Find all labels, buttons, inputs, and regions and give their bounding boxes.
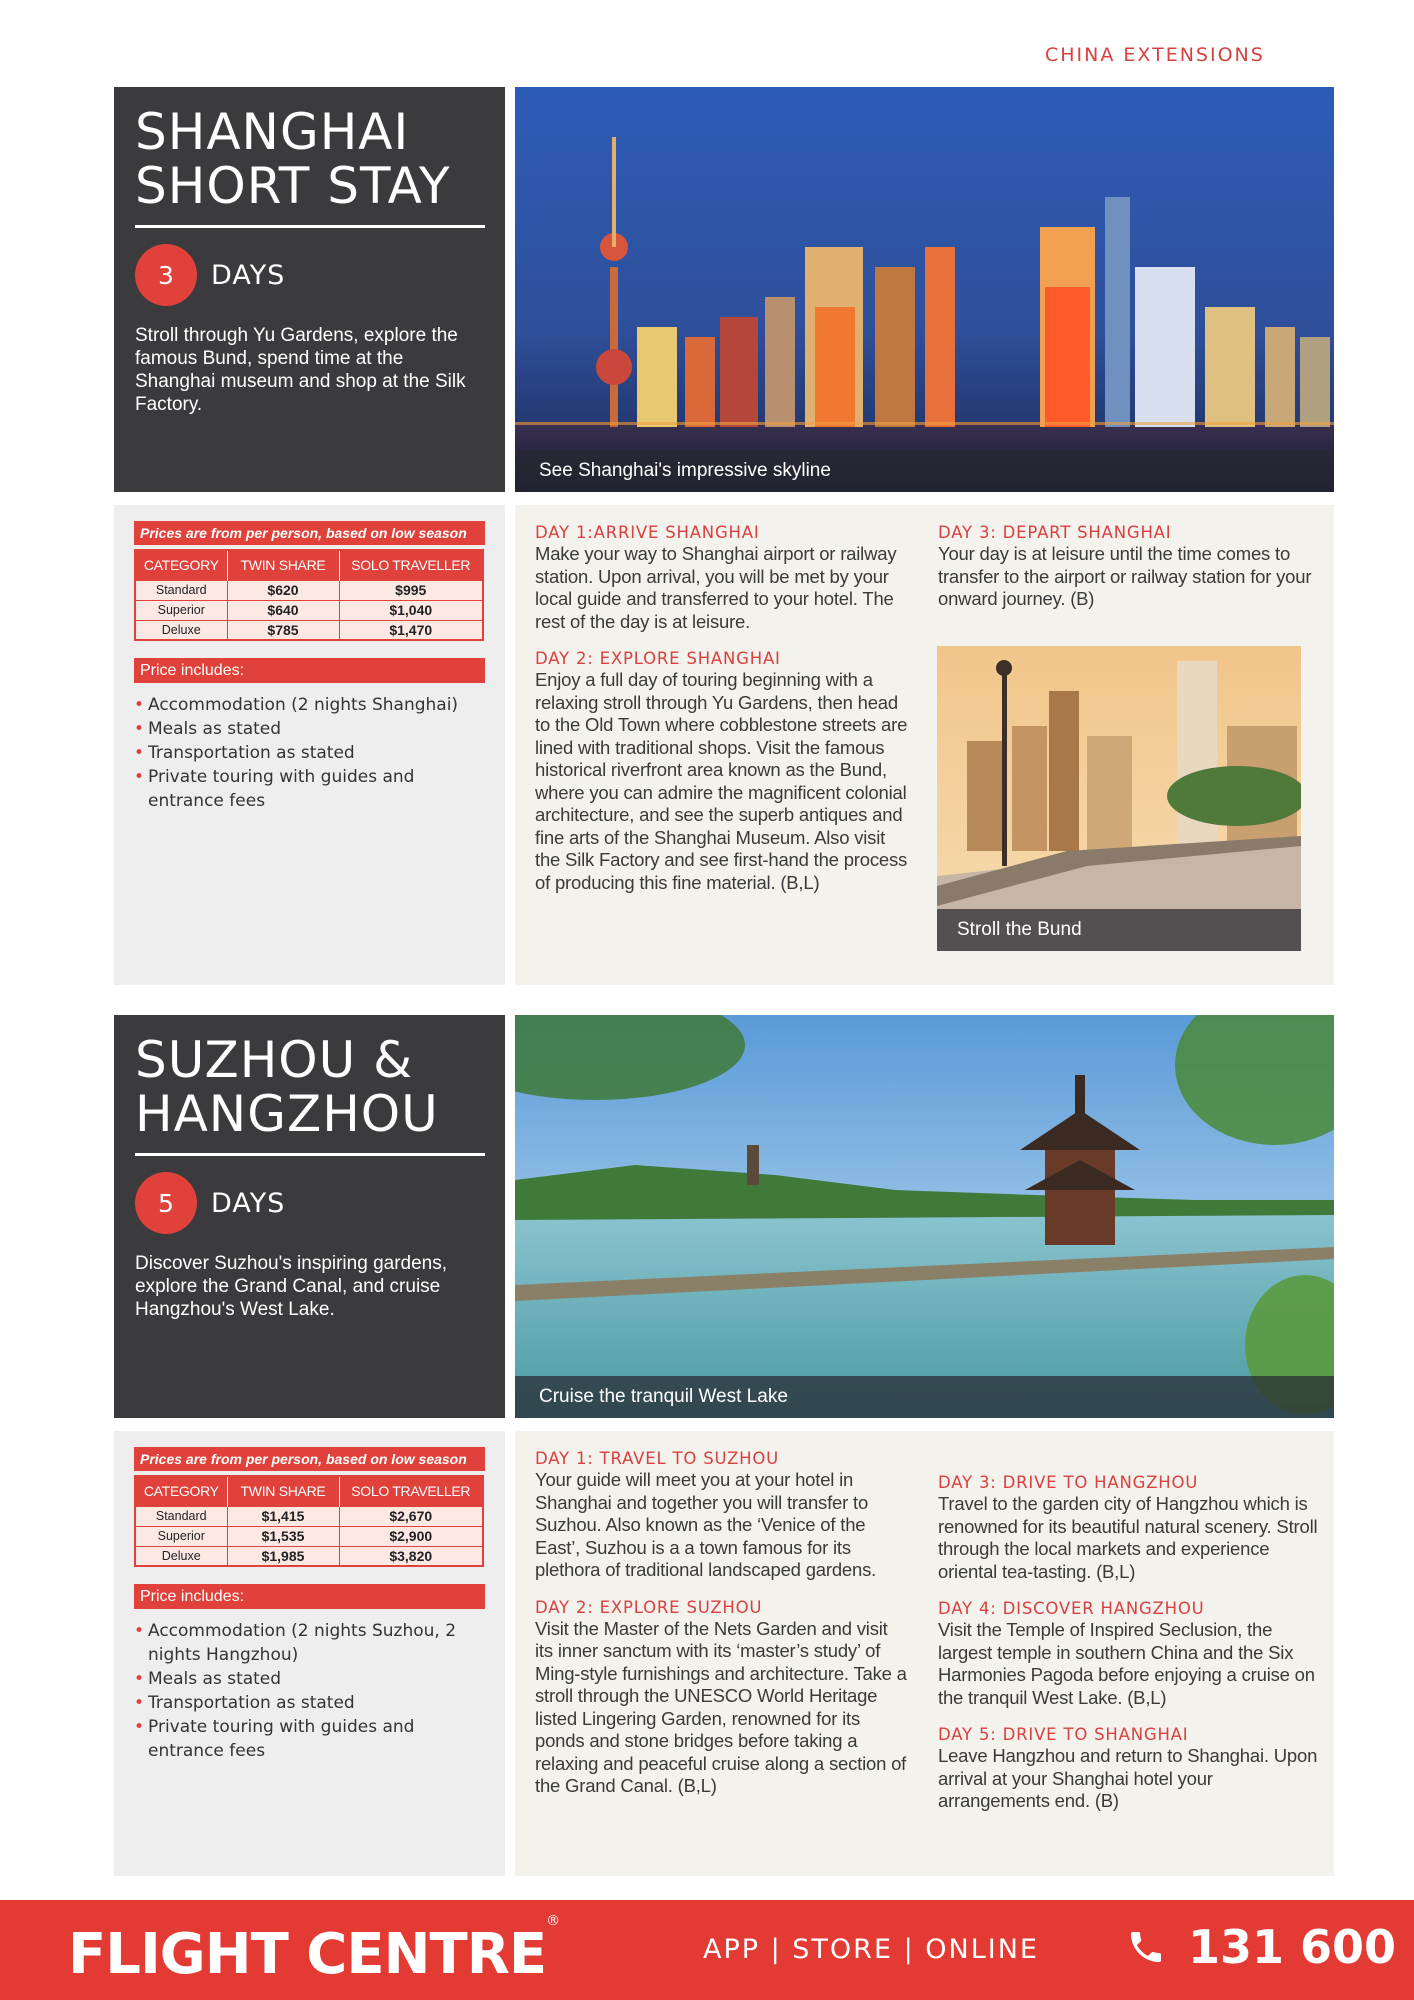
days-number: 5 (135, 1172, 197, 1234)
itinerary-column (535, 1449, 910, 1814)
list-item: • Private touring with guides and entrance fees (134, 1715, 485, 1763)
shanghai-skyline-photo (515, 87, 1334, 492)
day-title: DAY 5: DRIVE TO SHANGHAI (938, 1725, 1189, 1744)
pricing-panel (114, 1431, 505, 1876)
booking-channels: APP | STORE | ONLINE (703, 1934, 1039, 1965)
itinerary-column (535, 523, 910, 910)
list-item: • Accommodation (2 nights Shanghai) (134, 693, 485, 717)
table-row: Deluxe $785 $1,470 (135, 620, 483, 640)
price-header: Prices are from per person, based on low season (134, 1447, 485, 1471)
price-column-header: SOLO TRAVELLER (339, 550, 483, 580)
day-title: DAY 3: DEPART SHANGHAI (938, 523, 1172, 542)
itinerary-column (938, 523, 1318, 627)
list-item: • Meals as stated (134, 717, 485, 741)
duration (135, 1172, 485, 1234)
itinerary-panel (515, 505, 1334, 985)
list-item: • Private touring with guides and entrance fees (134, 765, 485, 813)
list-item: • Transportation as stated (134, 1691, 485, 1715)
itinerary-column (938, 1473, 1318, 1829)
list-item: • Meals as stated (134, 1667, 485, 1691)
tour-title: SUZHOU & HANGZHOU (135, 1033, 485, 1156)
pricing-panel (114, 505, 505, 985)
price-column-header: CATEGORY (135, 550, 227, 580)
day-text: Make your way to Shanghai airport or railway station. Upon arrival, you will be met by your local guide and transferred to your hotel. The rest of the day is at leisure. (535, 543, 897, 632)
includes-list (134, 1619, 485, 1763)
days-number: 3 (135, 244, 197, 306)
photo-caption: See Shanghai's impressive skyline (515, 450, 1334, 492)
west-lake-photo (515, 1015, 1334, 1418)
price-column-header: TWIN SHARE (227, 1476, 339, 1506)
includes-header: Price includes: (134, 658, 485, 683)
day-text: Your guide will meet you at your hotel in Shanghai and together you will transfer to Suzhou. Also known as the ‘Venice of the East’, Suzhou is a a town famous for its plethora of traditional landscaped gardens. (535, 1469, 877, 1580)
price-column-header: CATEGORY (135, 1476, 227, 1506)
price-table (134, 1475, 484, 1567)
table-row: Standard $620 $995 (135, 580, 483, 600)
price-column-header: SOLO TRAVELLER (339, 1476, 483, 1506)
price-table (134, 549, 484, 641)
includes-list (134, 693, 485, 813)
phone-number: 131 600 (1188, 1920, 1397, 1974)
price-column-header: TWIN SHARE (227, 550, 339, 580)
photo-caption: Stroll the Bund (937, 909, 1301, 951)
table-row: Superior $1,535 $2,900 (135, 1526, 483, 1546)
days-label: DAYS (211, 1187, 286, 1219)
list-item: • Accommodation (2 nights Suzhou, 2 nights Hangzhou) (134, 1619, 485, 1667)
tour-description: Discover Suzhou's inspiring gardens, explore the Grand Canal, and cruise Hangzhou's West Lake. (135, 1253, 448, 1320)
brand-logo[interactable]: FLIGHT CENTRE® (68, 1913, 560, 1987)
day-title: DAY 4: DISCOVER HANGZHOU (938, 1599, 1205, 1618)
day-title: DAY 1:ARRIVE SHANGHAI (535, 523, 760, 542)
phone-icon (1126, 1927, 1166, 1967)
bund-photo (937, 646, 1301, 951)
table-row: Superior $640 $1,040 (135, 600, 483, 620)
day-text: Leave Hangzhou and return to Shanghai. Upon arrival at your Shanghai hotel your arrangements end. (B) (938, 1745, 1318, 1811)
duration (135, 244, 485, 306)
tour-title: SHANGHAI SHORT STAY (135, 105, 485, 228)
itinerary-panel (515, 1431, 1334, 1876)
footer-bar (0, 1900, 1414, 2000)
day-title: DAY 2: EXPLORE SUZHOU (535, 1597, 763, 1617)
section-label: CHINA EXTENSIONS (1045, 44, 1265, 66)
tour-description: Stroll through Yu Gardens, explore the famous Bund, spend time at the Shanghai museum and shop at the Silk Factory. (135, 325, 466, 415)
day-title: DAY 1: TRAVEL TO SUZHOU (535, 1449, 780, 1468)
table-row: Standard $1,415 $2,670 (135, 1506, 483, 1526)
day-text: Travel to the garden city of Hangzhou which is renowned for its beautiful natural scenery. Stroll through the local markets and experience oriental tea-tasting. (B,L) (938, 1493, 1318, 1582)
table-row: Deluxe $1,985 $3,820 (135, 1546, 483, 1566)
phone-contact[interactable] (1126, 1920, 1396, 1974)
day-title: DAY 3: DRIVE TO HANGZHOU (938, 1473, 1199, 1492)
price-header: Prices are from per person, based on low season (134, 521, 485, 545)
day-title: DAY 2: EXPLORE SHANGHAI (535, 649, 781, 668)
day-text: Visit the Master of the Nets Garden and visit its inner sanctum with its ‘master’s study’ of Ming-style furnishings and architecture. Take a stroll through the UNESCO World Heritage listed Lingering Garden, renowned for its ponds and stone bridges before taking a relaxing and peaceful cruise along a section of the Grand Canal. (B,L) (535, 1617, 907, 1796)
list-item: • Transportation as stated (134, 741, 485, 765)
days-label: DAYS (211, 259, 286, 291)
day-text: Your day is at leisure until the time comes to transfer to the airport or railway station for your onward journey. (B) (938, 543, 1312, 609)
tour-title-box (114, 87, 505, 492)
includes-header: Price includes: (134, 1584, 485, 1609)
tour-title-box (114, 1015, 505, 1418)
photo-caption: Cruise the tranquil West Lake (515, 1376, 1334, 1418)
day-text: Enjoy a full day of touring beginning with a relaxing stroll through Yu Gardens, then head to the Old Town where cobblestone streets are lined with traditional shops. Visit the famous historical riverfront area known as the Bund, where you can admire the magnificent colonial architecture, and see the superb antiques and fine arts of the Shanghai Museum. Also visit the Silk Factory and see first-hand the process of producing this fine material. (B,L) (535, 669, 908, 893)
day-text: Visit the Temple of Inspired Seclusion, the largest temple in southern China and the Six Harmonies Pagoda before enjoying a cruise on the tranquil West Lake. (B,L) (938, 1619, 1315, 1708)
